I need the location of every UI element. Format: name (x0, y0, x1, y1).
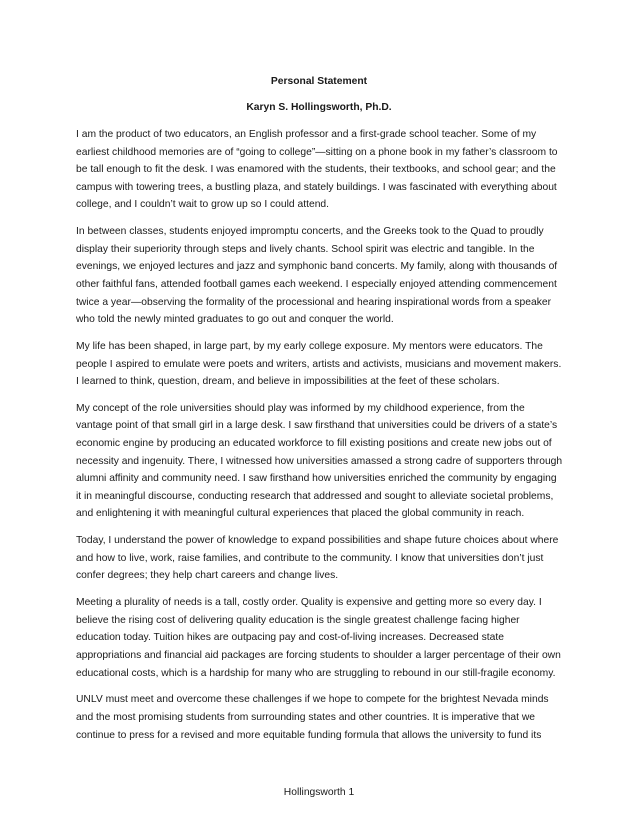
body-paragraph: Today, I understand the power of knowledge to expand possibilities and shape future choices about where and how to live, work, raise families, and contribute to the community. I know that universities don’t just confer degrees; they help chart careers and change lives. (76, 535, 559, 582)
body-paragraph: UNLV must meet and overcome these challenges if we hope to compete for the brightest Nevada minds and the most promising students from surrounding states and other countries. It is imperative that we continue to press for a revised and more equitable funding formula that allows the university to fund its (76, 694, 549, 741)
body-paragraph: I am the product of two educators, an English professor and a first-grade school teacher. Some of my earliest childhood memories are of “going to college”—sitting on a phone book in my father’s classroom to be tall enough to fit the desk. I was enamored with the students, their textbooks, and school gear; and the campus with towering trees, a bustling plaza, and stately buildings. I was fascinated with everything about college, and I couldn’t wait to grow up so I could attend. (76, 129, 558, 211)
document-body (76, 126, 564, 753)
document-author: Karyn S. Hollingsworth, Ph.D. (246, 102, 392, 113)
body-paragraph: My life has been shaped, in large part, by my early college exposure. My mentors were educators. The people I aspired to emulate were poets and writers, artists and activists, musicians and movement makers. I learned to think, question, dream, and believe in impossibilities at the feet of these scholars. (76, 340, 562, 388)
document-title: Personal Statement (270, 76, 368, 87)
body-paragraph: Meeting a plurality of needs is a tall, costly order. Quality is expensive and getting more so every day. I believe the rising cost of delivering quality education is the single greatest challenge facing higher education today. Tuition hikes are outpacing pay and cost-of-living increases. Decreased state appropriations and financial aid packages are forcing students to shoulder a larger percentage of their own educational costs, which is a hardship for many who are struggling to rebound in our still-fragile economy. (76, 597, 561, 679)
body-paragraph: In between classes, students enjoyed impromptu concerts, and the Greeks took to the Quad to proudly display their superiority through steps and lively chants. School spirit was electric and tangible. In the evenings, we enjoyed lectures and jazz and symphonic band concerts. My family, along with thousands of other faithful fans, attended football games each weekend. I especially enjoyed attending commencement twice a year—observing the formality of the processional and hearing inspirational words from a speaker who told the newly minted graduates to go out and conquer the world. (76, 226, 558, 326)
page-footer: Hollingsworth 1 (283, 787, 355, 798)
body-paragraph: My concept of the role universities should play was informed by my childhood experience, from the vantage point of that small girl in a large desk. I saw firsthand that universities could be drivers of a state’s economic engine by producing an educated workforce to fill existing positions and create new jobs out of necessity and ingenuity. There, I witnessed how universities amassed a strong cadre of supporters through alumni affinity and community need. I saw firsthand how universities enriched the community by engaging it in meaningful discourse, conducting research that addressed and sought to alleviate societal problems, and enlightening it with meaningful cultural experiences that placed the global community in reach. (76, 402, 563, 520)
